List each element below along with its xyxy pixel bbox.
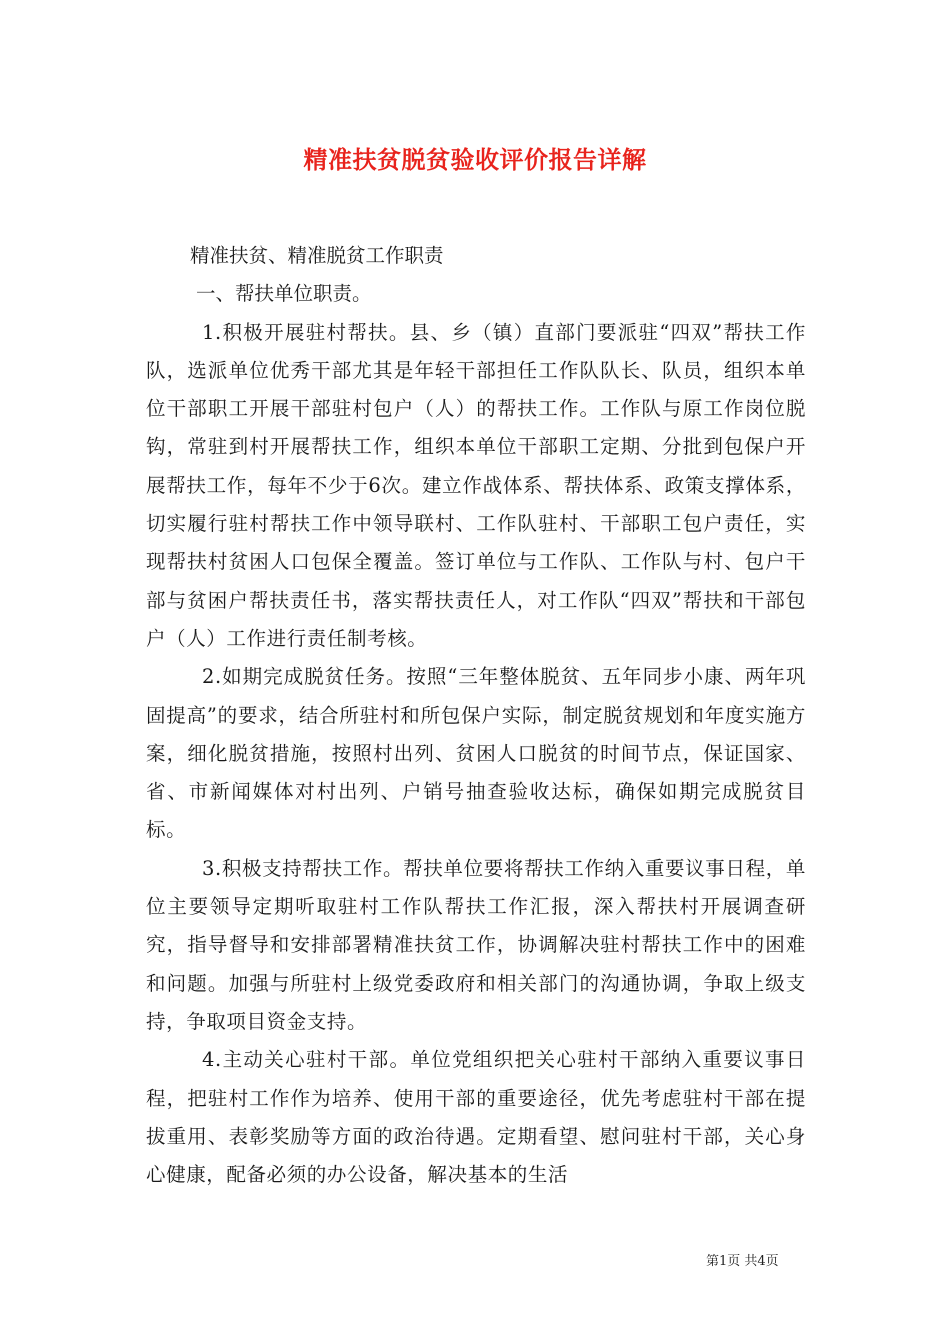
paragraph-2: 2.如期完成脱贫任务。按照“三年整体脱贫、五年同步小康、两年巩固提高”的要求，结合所驻村和所包保户实际，制定脱贫规划和年度实施方案，细化脱贫措施，按照村出列、贫困人口脱贫的时间节点，保证国家、省、市新闻媒体对村出列、户销号抽查验收达标，确保如期完成脱贫目标。: [146, 665, 806, 842]
page-number: 第1页 共4页: [706, 1254, 779, 1269]
paragraph-3: 3.积极支持帮扶工作。帮扶单位要将帮扶工作纳入重要议事日程，单位主要领导定期听取驻村工作队帮扶工作汇报，深入帮扶村开展调查研究，指导督导和安排部署精准扶贫工作，协调解决驻村帮扶工作中的困难和问题。加强与所驻村上级党委政府和相关部门的沟通协调，争取上级支持，争取项目资金支持。: [146, 856, 806, 1033]
document-subtitle: 精准扶贫、精准脱贫工作职责: [190, 244, 444, 267]
document-title: 精准扶贫脱贫验收评价报告详解: [303, 145, 647, 175]
section-heading: 一、帮扶单位职责。: [196, 282, 372, 306]
paragraph-4: 4.主动关心驻村干部。单位党组织把关心驻村干部纳入重要议事日程，把驻村工作作为培养、使用干部的重要途径，优先考虑驻村干部在提拔重用、表彰奖励等方面的政治待遇。定期看望、慰问驻村干部，关心身心健康，配备必须的办公设备，解决基本的生活: [146, 1048, 806, 1187]
document-body: [146, 237, 806, 1194]
paragraph-1: 1.积极开展驻村帮扶。县、乡（镇）直部门要派驻“四双”帮扶工作队，选派单位优秀干部尤其是年轻干部担任工作队队长、队员，组织本单位干部职工开展干部驻村包户（人）的帮扶工作。工作队与原工作岗位脱钩，常驻到村开展帮扶工作，组织本单位干部职工定期、分批到包保户开展帮扶工作，每年不少于6次。建立作战体系、帮扶体系、政策支撑体系，切实履行驻村帮扶工作中领导联村、工作队驻村、干部职工包户责任，实现帮扶村贫困人口包保全覆盖。签订单位与工作队、工作队与村、包户干部与贫困户帮扶责任书，落实帮扶责任人，对工作队“四双”帮扶和干部包户（人）工作进行责任制考核。: [146, 320, 806, 650]
